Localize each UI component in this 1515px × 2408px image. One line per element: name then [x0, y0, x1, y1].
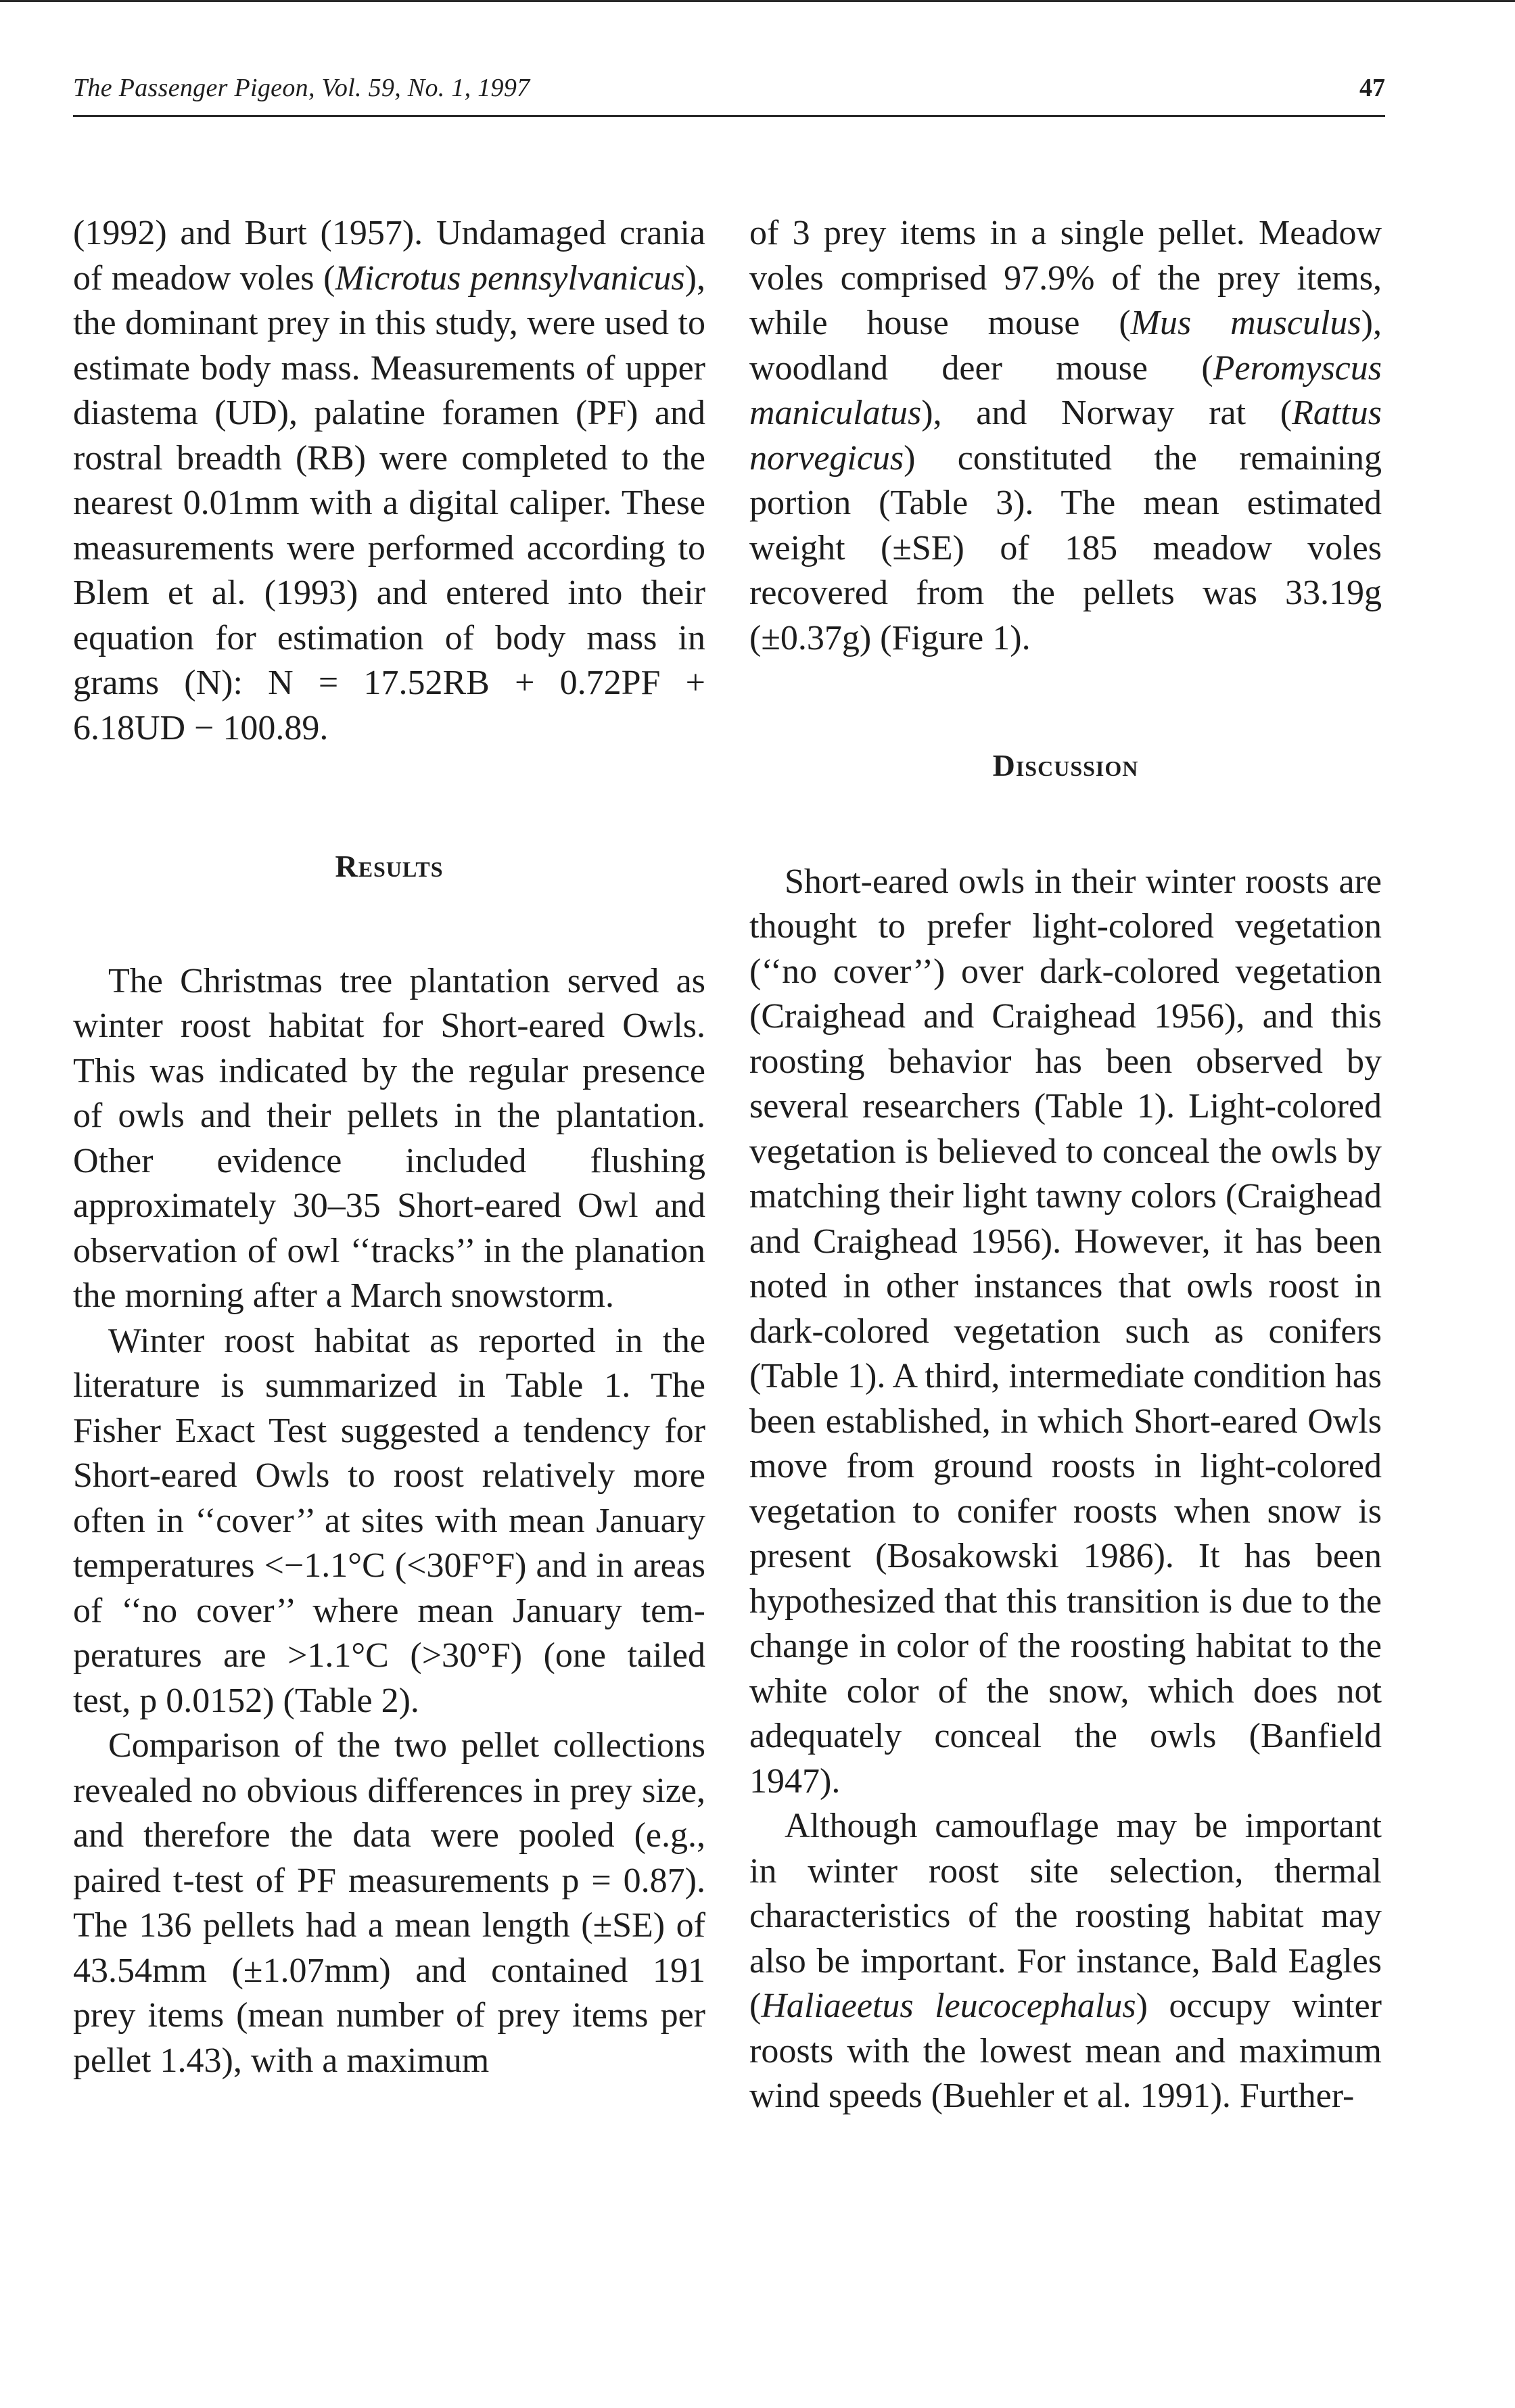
species-name: Peromyscus maniculatus	[749, 348, 1382, 432]
running-header	[73, 68, 1385, 115]
species-name: Haliaeetus leucocephalus	[761, 1987, 1136, 2025]
discussion-heading: Discussion	[992, 748, 1139, 783]
header-rule	[73, 115, 1385, 117]
discussion-paragraph-2: Although camouflage may be important in winter roost site selection, thermal characteristics of the roosting habitat may also be important. For instance, Bald Eagles (Haliaeetus leucocephalus) occupy winter roosts with the lowest mean and maximum wind speeds (Buehler et al. 1991). Further-	[749, 1807, 1382, 2115]
results-paragraph-1: The Christmas tree plantation served as winter roost habitat for Short-eared Owls. This was indicated by the regular presence of owls and their pellets in the plantation. Other evidence included flushing approximately 30–35 Short-eared Owl and observation of owl ‘‘tracks’’ in the planation the morning after a March snowstorm.	[73, 961, 705, 1315]
species-name: Rattus norvegicus	[749, 394, 1382, 478]
journal-citation: The Passenger Pigeon, Vol. 59, No. 1, 1997	[73, 74, 530, 102]
species-name: Microtus pennsylvanicus	[335, 258, 685, 298]
top-border-rule	[0, 0, 1515, 2]
results-paragraph-3: Comparison of the two pellet collections revealed no obvious differences in prey size, and therefore the data were pooled (e.g., paired t-test of PF measurements p = 0.87). The 136 pellets had a mean length (±SE) of 43.54mm (±1.07mm) and contained 191 prey items (mean number of prey items per pellet 1.43), with a maximum	[73, 1726, 705, 2080]
results-paragraph-continued: of 3 prey items in a single pellet. Meadow voles comprised 97.9% of the prey items, while house mouse (Mus musculus), woodland deer mouse (Peromyscus maniculatus), and Norway rat (Rattus norvegicus) constituted the remaining portion (Table 3). The mean estimated weight (±SE) of 185 meadow voles recovered from the pellets was 33.19g (±0.37g) (Figure 1).	[749, 214, 1382, 657]
page-number: 47	[1359, 74, 1385, 102]
results-heading: Results	[335, 849, 444, 883]
methods-paragraph-continued: (1992) and Burt (1957). Undamaged crania of meadow voles (Microtus pennsylvanicus), the dominant prey in this study, were used to estimate body mass. Measurements of upper diastema (UD), palatine foramen (PF) and rostral breadth (RB) were completed to the nearest 0.01mm with a digital caliper. These measurements were performed according to Blem et al. (1993) and entered into their equation for estimation of body mass in grams (N): N = 17.52RB + 0.72PF + 6.18UD − 100.89.	[73, 214, 705, 747]
discussion-paragraph-1: Short-eared owls in their winter roosts are thought to prefer light-colored vegetation (‘‘no cover’’) over dark-colored vegetation (Craighead and Craighead 1956), and this roosting behavior has been observed by several researchers (Table 1). Light-colored vegetation is believed to conceal the owls by matching their light tawny colors (Craighead and Craighead 1956). However, it has been noted in other instances that owls roost in dark-colored vegetation such as conifers (Table 1). A third, intermediate condition has been established, in which Short-eared Owls move from ground roosts in light-colored vegetation to conifer roosts when snow is present (Bosakowski 1986). It has been hypothesized that this transition is due to the change in color of the roosting habitat to the white color of the snow, which does not adequately conceal the owls (Banfield 1947).	[749, 862, 1382, 1801]
results-paragraph-2: Winter roost habitat as reported in the literature is summarized in Table 1. The Fisher Exact Test suggested a tendency for Short-eared Owls to roost relatively more often in ‘‘cover’’ at sites with mean January temperatures <−1.1°C (<30F°F) and in areas of ‘‘no cover’’ where mean January temperatures are >1.1°C (>30°F) (one tailed test, p 0.0152) (Table 2).	[73, 1321, 705, 1720]
right-column	[749, 211, 1382, 2119]
left-column	[73, 211, 705, 2083]
species-name: Mus musculus	[1130, 304, 1361, 342]
